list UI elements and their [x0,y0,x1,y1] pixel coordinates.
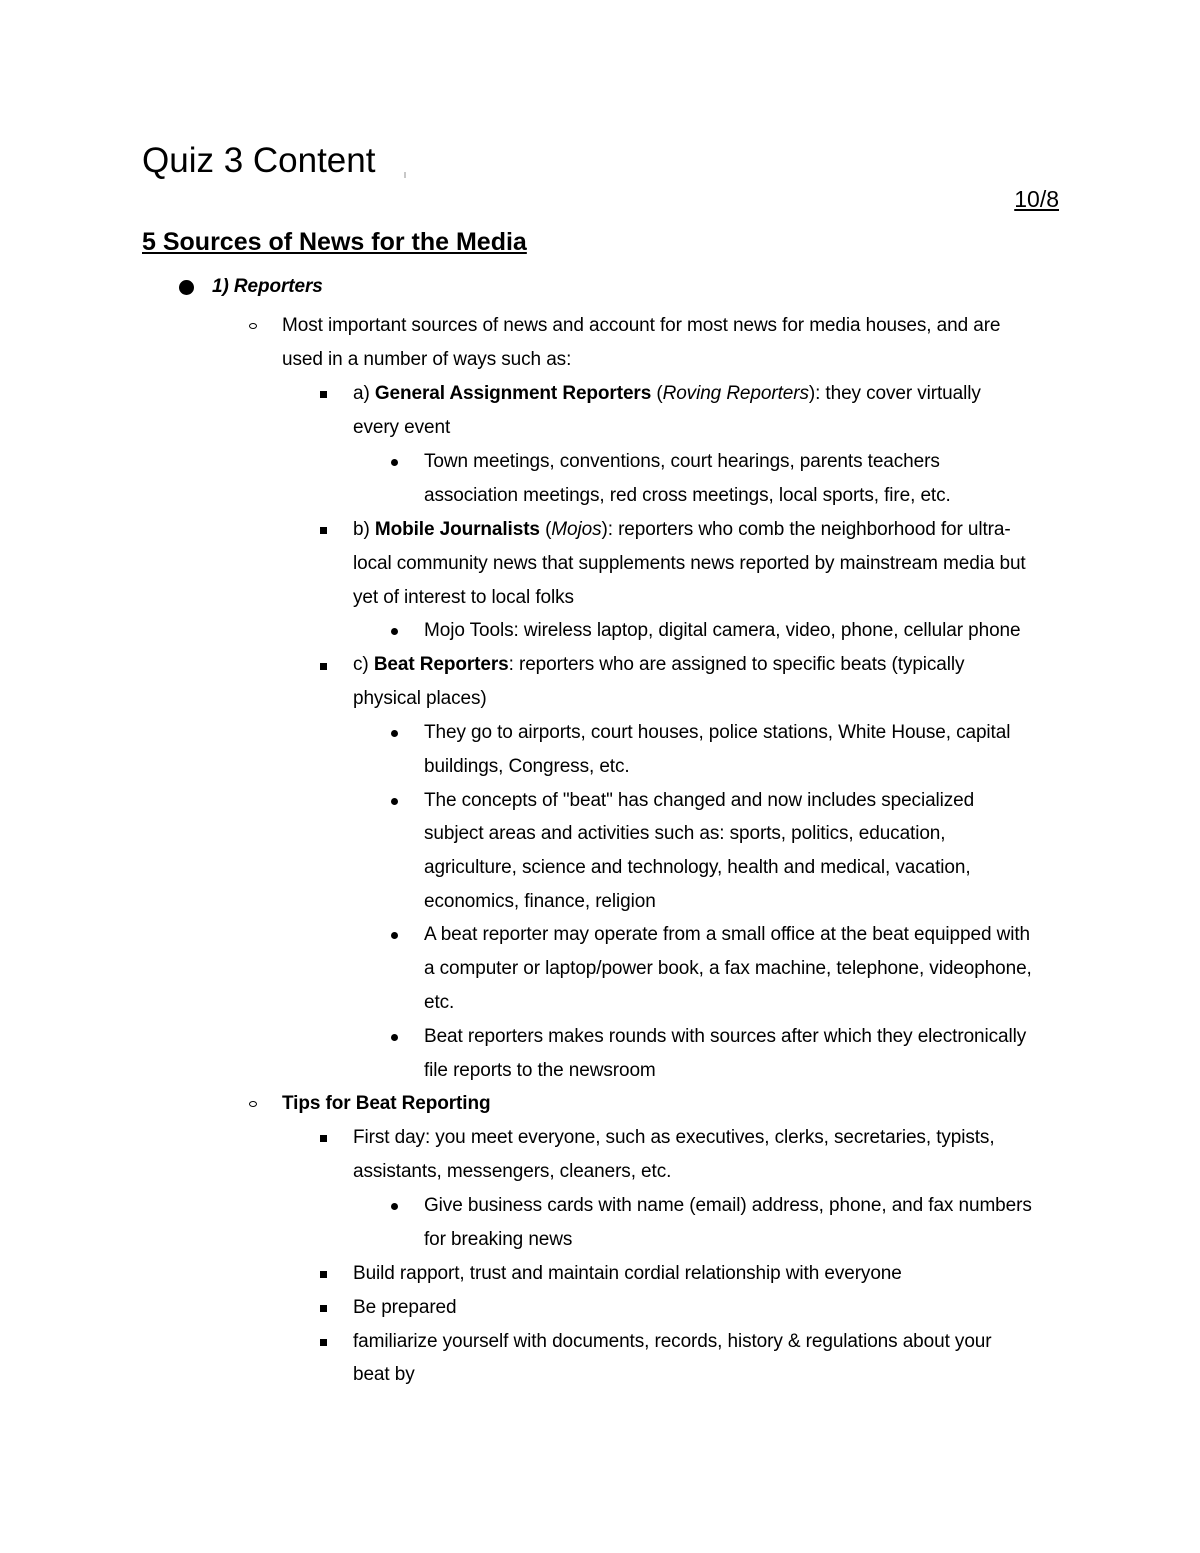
beat-line-2: physical places) [353,688,487,709]
beat-sub2-line-1: The concepts of "beat" has changed and now includes specialized [424,790,975,811]
item-prefix: b) [353,519,375,540]
tips-item4-line-1: familiarize yourself with documents, records, history & regulations about your [353,1331,992,1352]
tips-item1-sub-line-1: Give business cards with name (email) address, phone, and fax numbers [424,1195,1032,1216]
page-title: Quiz 3 Content [142,141,376,180]
beat-sub2-line-2: subject areas and activities such as: sports, politics, education, [424,823,946,844]
bullet-disc-icon [179,280,194,295]
paren-open: ( [539,519,552,540]
date-label: 10/8 [1014,186,1059,212]
term-mobile-journalists: Mobile Journalists [374,519,540,540]
bullet-circle-icon [249,1101,257,1107]
tips-item3: Be prepared [353,1297,457,1318]
tips-label: Tips for Beat Reporting [282,1093,491,1114]
bullet-dot-icon [391,1034,398,1041]
mobile-sub-line-1: Mojo Tools: wireless laptop, digital camera, video, phone, cellular phone [424,620,1021,641]
list-item-reporters [212,270,323,304]
bullet-dot-icon [391,932,398,939]
bullet-dot-icon [391,730,398,737]
beat-sub3-line-2: a computer or laptop/power book, a fax machine, telephone, videophone, [424,958,1032,979]
general-sub-line-2: association meetings, red cross meetings, local sports, fire, etc. [424,485,951,506]
list-item-mobile-journalists [353,513,1011,547]
bullet-square-icon [320,1271,327,1278]
item-text: ): reporters who comb the neighborhood for ultra- [601,519,1011,540]
beat-sub2-line-3: agriculture, science and technology, health and medical, vacation, [424,857,971,878]
tips-heading [282,1087,490,1121]
tips-item2: Build rapport, trust and maintain cordial relationship with everyone [353,1263,902,1284]
beat-sub4-line-2: file reports to the newsroom [424,1060,656,1081]
bullet-square-icon [320,1339,327,1346]
bullet-square-icon [320,1305,327,1312]
cursor-mark [404,172,406,178]
item-prefix: c) [353,654,374,675]
beat-sub1-line-1: They go to airports, court houses, police stations, White House, capital [424,722,1011,743]
item-prefix: a) [353,383,375,404]
bullet-dot-icon [391,628,398,635]
tips-item1-line-2: assistants, messengers, cleaners, etc. [353,1161,672,1182]
general-sub-line-1: Town meetings, conventions, court hearings, parents teachers [424,451,940,472]
beat-sub3-line-3: etc. [424,992,455,1013]
tips-item1-line-1: First day: you meet everyone, such as executives, clerks, secretaries, typists, [353,1127,995,1148]
beat-sub3-line-1: A beat reporter may operate from a small office at the beat equipped with [424,924,1030,945]
bullet-square-icon [320,391,327,398]
mobile-line-2: local community news that supplements news reported by mainstream media but [353,553,1026,574]
bullet-square-icon [320,663,327,670]
beat-sub1-line-2: buildings, Congress, etc. [424,756,630,777]
section-heading: 5 Sources of News for the Media [142,228,527,256]
list-item-beat-reporters [353,648,964,682]
bullet-dot-icon [391,459,398,466]
intro-line-1: Most important sources of news and account for most news for media houses, and are [282,315,1001,336]
beat-sub2-line-4: economics, finance, religion [424,891,656,912]
item-text: : reporters who are assigned to specific beats (typically [508,654,965,675]
bullet-dot-icon [391,1203,398,1210]
alias-mojos: Mojos [551,519,602,540]
mobile-line-3: yet of interest to local folks [353,587,574,608]
beat-sub4-line-1: Beat reporters makes rounds with sources after which they electronically [424,1026,1027,1047]
tips-item1-sub-line-2: for breaking news [424,1229,573,1250]
alias-roving-reporters: Roving Reporters [662,383,809,404]
paren-open: ( [651,383,663,404]
reporters-label: 1) Reporters [212,276,323,297]
term-beat-reporters: Beat Reporters [373,654,509,675]
item-text: ): they cover virtually [808,383,981,404]
list-item-general-assignment [353,377,981,411]
general-line-2: every event [353,417,451,438]
intro-line-2: used in a number of ways such as: [282,349,572,370]
bullet-dot-icon [391,798,398,805]
tips-item4-line-2: beat by [353,1364,415,1385]
bullet-square-icon [320,527,327,534]
bullet-circle-icon [249,323,257,329]
term-general-assignment: General Assignment Reporters [374,383,652,404]
bullet-square-icon [320,1135,327,1142]
